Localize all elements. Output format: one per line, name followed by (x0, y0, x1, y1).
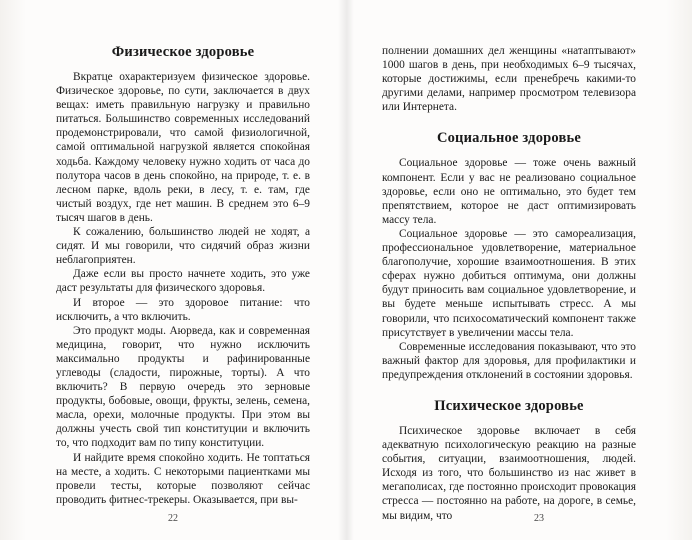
paragraph: Социальное здоровье — тоже очень важный компонент. Если у вас не реализовано социальное здоровье, если оно не оптимально, это будет тем препятствием, которое не даст оптимизировать массу тела. (382, 157, 636, 226)
paragraph: Психическое здоровье включает в себя адекватную психологическую реакцию на разные события, ситуации, взаимоотношения, людей. Исходя из того, что большинство из нас живет в мегаполисах, где постоянно происходит провокация стресса — постоянно на работе, на дороге, в семье, мы видим, что (382, 424, 636, 522)
paragraph: И второе — это здоровое питание: что исключить, а что включить. (56, 296, 310, 323)
page-number-right: 23 (534, 513, 544, 524)
heading-physical-health: Физическое здоровье (111, 44, 255, 60)
paragraph: К сожалению, большинство людей не ходят, а сидят. И мы говорили, что сидячий образ жизни неблагоприятен. (56, 226, 310, 267)
heading-psychic-health: Психическое здоровье (434, 397, 584, 414)
paragraph: И найдите время спокойно ходить. Не топтаться на месте, а ходить. С некоторыми пациентками мы провели тесты, которые позволяют сейчас проводить фитнес-трекеры. Оказывается, при вы- (56, 451, 310, 506)
paragraph: Современные исследования показывают, что это важный фактор для здоровья, для профилактики и предупреждения отклонений в состоянии здоровья. (382, 340, 636, 381)
paragraph: Вкратце охарактеризуем физическое здоровье. Физическое здоровье, по сути, заключается в двух вещах: иметь правильную нагрузку и правильно питаться. Большинство современных исследований продемонстрировали, что самой физиологичной, самой оптимальной нагрузкой является спокойная ходьба. Каждому человеку нужно ходить от часа до полутора часов в день спокойно, на природе, т. е. в лесном парке, вдоль реки, в лесу, т. е. там, где чистый воздух, где нет машин. В среднем это 6–9 тысяч шагов в день. (56, 71, 310, 224)
paragraph: полнении домашних дел женщины «натаптывают» 1000 шагов в день, при необходимых 6–9 тысячах, которые достижимы, если пренебречь какими-то другими делами, например просмотром телевизора или Интернета. (382, 45, 636, 114)
paragraph: Даже если вы просто начнете ходить, это уже даст результаты для физического здоровья. (56, 268, 310, 295)
page-number-left: 22 (168, 513, 178, 524)
page-right (346, 0, 692, 540)
heading-social-health: Социальное здоровье (436, 130, 582, 147)
paragraph: Социальное здоровье — это самореализация, профессиональное удовлетворение, материальное благополучие, хорошие взаимоотношения. В этих сферах нужно добиться оптимума, они должны будут приносить вам социальное удовлетворение, и вы будете меньше испытывать стресс. А мы говорили, что психосоматический компонент также присутствует в увеличении массы тела. (382, 227, 636, 339)
paragraph: Это продукт моды. Аюрведа, как и современная медицина, говорит, что нужно исключить максимально продукты и рафинированные углеводы (сладости, пирожные, торты). А что включить? В первую очередь это зерновые продукты, бобовые, овощи, фрукты, зелень, семена, масла, орехи, молочные продукты. При этом вы должны учесть свой тип конституции и включить то, что подходит вам по типу конституции. (56, 324, 310, 450)
